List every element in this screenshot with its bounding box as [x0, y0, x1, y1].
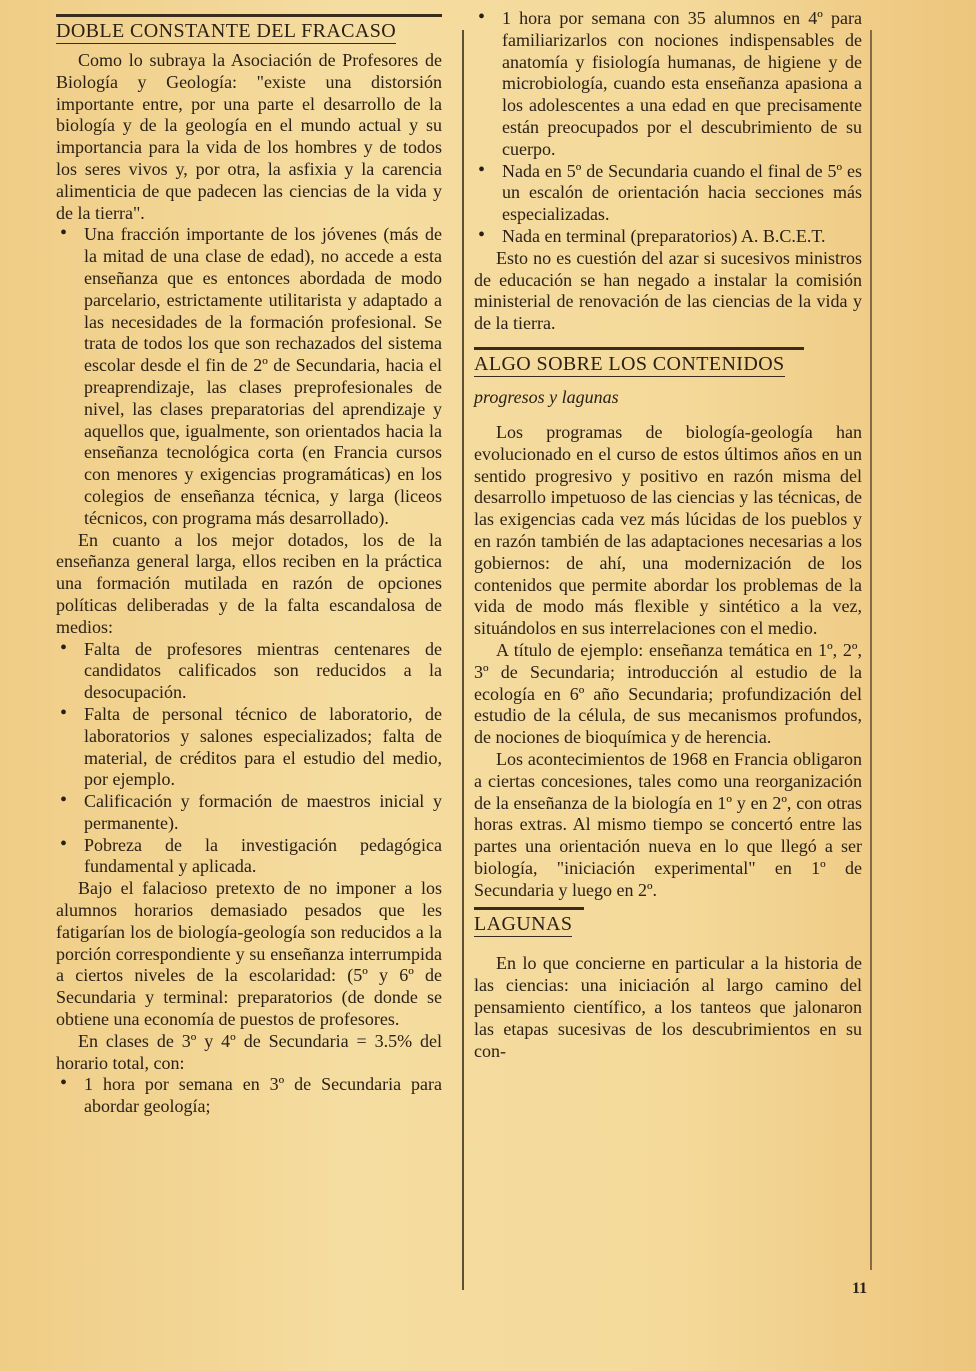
column-divider: [462, 30, 464, 1290]
list-item: • Una fracción importante de los jóvenes (más de la mitad de una clase de edad), no accede a esta enseñanza que es entonces abordada de modo parcelario, estrictamente utilitarista y adaptado a las necesidades de la formación profesional. Se trata de todos los que son rechazados del sistema escolar desde el fin de 2º de Secundaria, hacia el preaprendizaje, las clases preprofesionales de nivel, las clases preparatorias del aprendizaje y aquellos que, igualmente, son orientados hacia la enseñanza tecnológica corta (en Francia cursos con menores y exigencias programáticas) en los colegios de enseñanza técnica, y larga (liceos técnicos, con programa más desarrollado).: [56, 224, 442, 529]
right-column: [474, 8, 862, 1062]
section-heading-text: LAGUNAS: [474, 913, 573, 936]
section-heading-fracaso: [56, 19, 442, 44]
section-heading-text: ALGO SOBRE LOS CONTENIDOS: [474, 352, 785, 375]
bullet-list-right: [474, 8, 862, 248]
section-heading-text: DOBLE CONSTANTE DEL FRACASO: [56, 20, 397, 42]
paragraph: En cuanto a los mejor dotados, los de la enseñanza general larga, ellos reciben en la práctica una formación mutilada en razón de opciones políticas deliberadas y de la falta escandalosa de medios:: [56, 529, 442, 637]
list-item: • Pobreza de la investigación pedagógica fundamental y aplicada.: [56, 835, 442, 879]
paragraph: En clases de 3º y 4º de Secundaria = 3.5% del horario total, con:: [56, 1030, 442, 1073]
right-border-rule: [870, 30, 872, 1270]
list-item: • Falta de personal técnico de laboratorio, de laboratorios y salones especializados; falta de material, de créditos para el estudio del medio, por ejemplo.: [56, 704, 442, 791]
intro-paragraph: Como lo subraya la Asociación de Profesores de Biología y Geología: "existe una distorsión importante entre, por una parte el desarrollo de la biología y de la geología en el mundo actual y su importancia para la vida de los hombres y de todos los seres vivos y, por otra, la asfixia y la carencia alimenticia de que padecen las ciencias de la vida y de la tierra".: [56, 50, 442, 223]
heading-top-rule: [56, 14, 442, 17]
list-item: • Falta de profesores mientras centenares de candidatos calificados son reducidos a la desocupación.: [56, 639, 442, 704]
paragraph: Esto no es cuestión del azar si sucesivos ministros de educación se han negado a instalar la comisión ministerial de renovación de las ciencias de la vida y de la tierra.: [474, 247, 862, 334]
bullet-list-3: [56, 1074, 442, 1118]
paragraph: En lo que concierne en particular a la historia de las ciencias: una iniciación al largo camino del pensamiento científico, a los tanteos que jalonaron las etapas sucesivas de los descubrimientos en su con-: [474, 953, 862, 1061]
page-number: 11: [852, 1280, 868, 1297]
list-item: • 1 hora por semana en 3º de Secundaria para abordar geología;: [56, 1074, 442, 1118]
section-heading-lagunas: [474, 912, 862, 937]
heading-top-rule: [474, 347, 804, 350]
subheading: progresos y lagunas: [474, 386, 619, 407]
bullet-list-2: [56, 639, 442, 879]
paragraph: Los acontecimientos de 1968 en Francia obligaron a ciertas concesiones, tales como una reorganización de la enseñanza de la biología en 1º y en 2º, con otras horas extras. Al mismo tiempo se concertó entre las partes una orientación nueva en lo que llegó a ser biología, "iniciación experimental" en 1º de Secundaria y luego en 2º.: [474, 748, 862, 900]
list-item: • Nada en 5º de Secundaria cuando el final de 5º es un escalón de orientación hacia secciones más especializadas.: [474, 161, 862, 226]
paragraph: A título de ejemplo: enseñanza temática en 1º, 2º, 3º de Secundaria; introducción al estudio de la ecología en 6º año Secundaria; profundización del estudio de la célula, de sus mecanismos profundos, de nociones de bioquímica y de herencia.: [474, 639, 862, 748]
section-heading-contenidos: [474, 352, 862, 377]
list-item: • Nada en terminal (preparatorios) A. B.C.E.T.: [474, 226, 862, 248]
paragraph: Bajo el falacioso pretexto de no imponer a los alumnos horarios demasiado pesados que les fatigarían los de biología-geología son reducidos a la porción correspondiente y su enseñanza interrumpida a ciertos niveles de la escolaridad: (5º y 6º de Secundaria y terminal: preparatorios (de donde se obtiene una economía de puestos de profesores.: [56, 878, 442, 1030]
heading-top-rule: [474, 907, 584, 910]
list-item: • Calificación y formación de maestros inicial y permanente).: [56, 791, 442, 835]
list-item: • 1 hora por semana con 35 alumnos en 4º para familiarizarlos con nociones indispensables de anatomía y fisiología humanas, de higiene y de microbiología, cuando esta enseñanza apasiona a los adolescentes a una edad en que precisamente están preocupados por el descubrimiento de su cuerpo.: [474, 8, 862, 161]
left-column: [56, 14, 442, 1118]
bullet-list-1: [56, 224, 442, 529]
paragraph: Los programas de biología-geología han evolucionado en el curso de estos últimos años en un sentido progresivo y positivo en razón misma del desarrollo impetuoso de las ciencias y las técnicas, de las exigencias cada vez más lúcidas de los pueblos y en razón también de las adaptaciones necesarias a los gobiernos: de ahí, una modernización de los contenidos que permite abordar los problemas de la vida de modo más flexible y sintético a la vez, situándolos en sus interrelaciones con el medio.: [474, 421, 862, 639]
